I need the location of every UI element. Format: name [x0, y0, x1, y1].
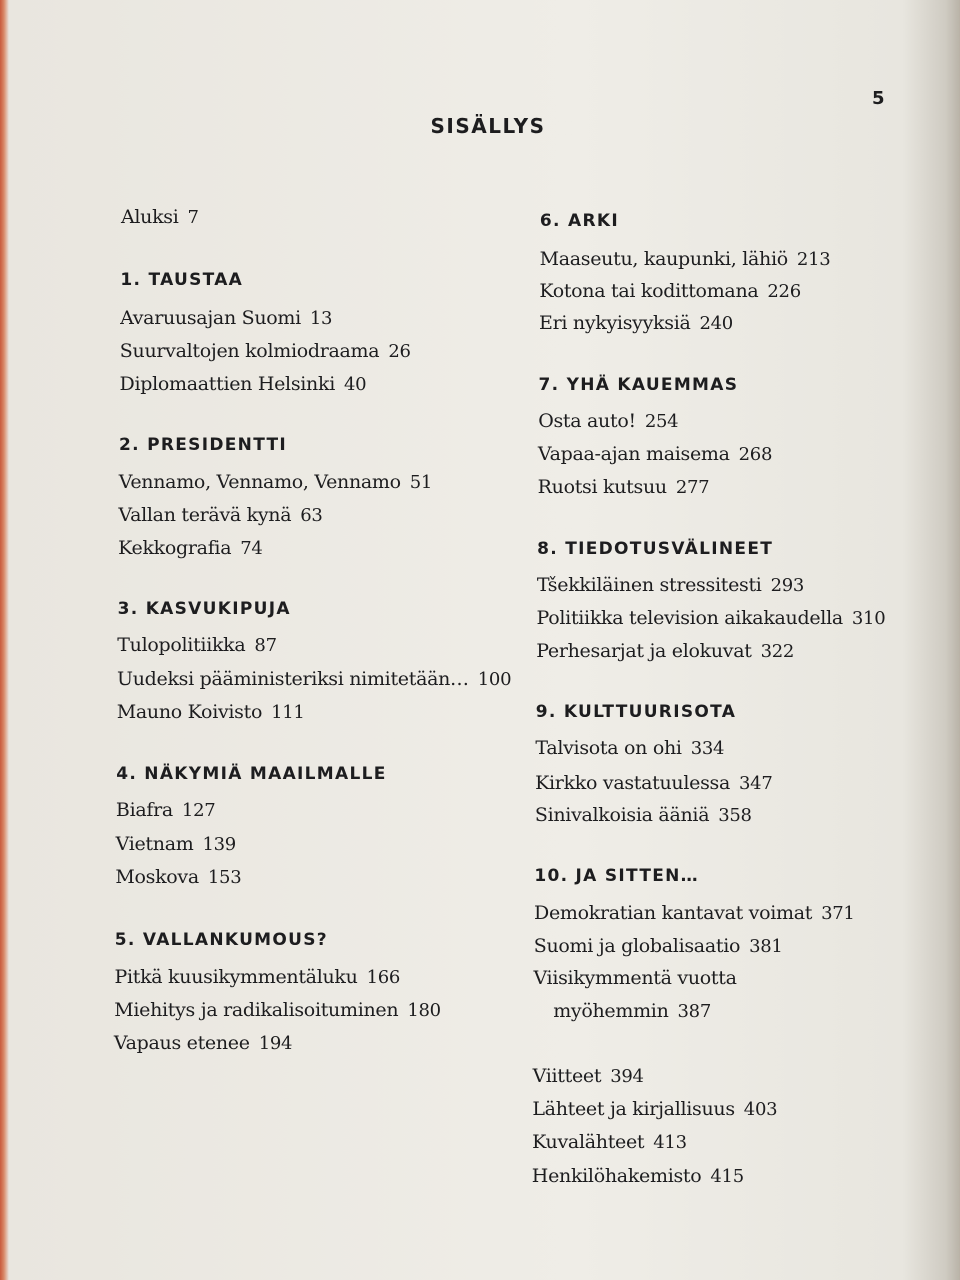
toc-entry: [539, 312, 733, 334]
toc-entry: [537, 607, 886, 629]
entry-title: Pitkä kuusikymmentäluku: [114, 966, 358, 988]
toc-entry: [114, 1032, 292, 1054]
page-number: 5: [872, 88, 885, 109]
entry-title: Vallan terävä kynä: [118, 504, 292, 526]
entry-title: myöhemmin: [553, 1000, 669, 1022]
entry-page-number: 387: [677, 1001, 711, 1022]
entry-title: Viitteet: [532, 1065, 602, 1087]
toc-entry: [116, 799, 215, 821]
entry-title: Miehitys ja radikalisoituminen: [114, 999, 399, 1021]
toc-entry: [117, 701, 305, 723]
entry-title: Uudeksi pääministeriksi nimitetään…: [117, 668, 469, 690]
entry-title: Mauno Koivisto: [116, 701, 263, 723]
entry-page-number: 194: [258, 1033, 293, 1054]
entry-title: Henkilöhakemisto: [531, 1165, 702, 1187]
section-heading: 4. NÄKYMIÄ MAAILMALLE: [116, 764, 387, 784]
section-heading: 10. JA SITTEN…: [534, 866, 699, 886]
toc-entry: [114, 966, 400, 988]
entry-page-number: 347: [739, 773, 773, 794]
entry-page-number: 26: [388, 341, 411, 362]
entry-title: Suurvaltojen kolmiodraama: [119, 340, 380, 362]
toc-entry: [538, 443, 772, 465]
toc-entry: [535, 804, 752, 826]
entry-title: Suomi ja globalisaatio: [533, 935, 741, 957]
entry-page-number: 358: [718, 805, 752, 826]
entry-page-number: 277: [675, 477, 710, 498]
entry-title: Kirkko vastatuulessa: [535, 772, 731, 794]
entry-title: Kotona tai kodittomana: [539, 280, 759, 302]
toc-entry: [533, 1065, 644, 1087]
toc-entry: [532, 1098, 777, 1120]
toc-entry: [533, 967, 736, 989]
entry-page-number: 100: [477, 669, 512, 690]
entry-title: Perhesarjat ja elokuvat: [536, 640, 752, 662]
toc-entry: [534, 935, 783, 957]
entry-page-number: 240: [699, 313, 733, 334]
toc-entry: [115, 866, 241, 888]
toc-entry: [534, 902, 855, 924]
section-heading: 3. KASVUKIPUJA: [117, 599, 291, 619]
entry-page-number: 87: [254, 635, 277, 656]
toc-entry: [117, 634, 276, 656]
toc-entry: [532, 1165, 744, 1187]
entry-page-number: 381: [749, 936, 783, 957]
section-heading: 1. TAUSTAA: [120, 270, 244, 290]
toc-entry: [120, 373, 367, 395]
entry-page-number: 371: [821, 903, 855, 924]
toc-entry: [120, 340, 411, 362]
toc-entry: [536, 640, 794, 662]
entry-title: Viisikymmentä vuotta: [533, 967, 737, 989]
entry-title: Moskova: [115, 866, 199, 888]
entry-page-number: 322: [760, 641, 795, 662]
entry-title: Kuvalähteet: [532, 1131, 645, 1153]
entry-page-number: 63: [300, 505, 323, 526]
entry-title: Maaseutu, kaupunki, lähiö: [539, 248, 788, 270]
entry-title: Vennamo, Vennamo, Vennamo: [118, 471, 401, 493]
entry-page-number: 213: [796, 249, 831, 270]
entry-title: Kekkografia: [118, 537, 232, 559]
entry-title: Vapaa-ajan maisema: [537, 443, 730, 465]
entry-page-number: 226: [767, 281, 801, 302]
toc-entry: [119, 471, 432, 493]
entry-title: Diplomaattien Helsinki: [119, 373, 335, 395]
entry-page-number: 394: [610, 1066, 644, 1087]
entry-page-number: 310: [851, 608, 886, 629]
section-heading: 7. YHÄ KAUEMMAS: [538, 375, 739, 395]
toc-entry: [537, 574, 804, 596]
entry-page-number: 415: [710, 1166, 744, 1187]
toc-entry: [117, 668, 511, 690]
toc-entry: [116, 833, 236, 855]
toc-entry: [535, 737, 724, 759]
toc-entry: [114, 999, 441, 1021]
section-heading: 9. KULTTUURISOTA: [535, 702, 737, 722]
entry-page-number: 127: [181, 800, 216, 821]
entry-title: Talvisota on ohi: [535, 737, 682, 759]
entry-title: Tulopolitiikka: [117, 634, 246, 656]
entry-title: Aluksi: [120, 206, 179, 228]
entry-page-number: 153: [207, 867, 242, 888]
toc-entry: [532, 1131, 687, 1153]
toc-entry: [540, 248, 831, 270]
entry-page-number: 166: [366, 967, 401, 988]
entry-title: Sinivalkoisia ääniä: [534, 804, 710, 826]
entry-title: Osta auto!: [538, 410, 636, 432]
section-heading: 5. VALLANKUMOUS?: [114, 930, 328, 950]
entry-page-number: 13: [309, 308, 333, 329]
entry-page-number: 180: [407, 1000, 441, 1021]
entry-page-number: 413: [653, 1132, 687, 1153]
entry-page-number: 111: [271, 702, 305, 723]
section-heading: 2. PRESIDENTTI: [119, 435, 287, 455]
section-heading: 8. TIEDOTUSVÄLINEET: [537, 539, 774, 559]
entry-page-number: 40: [344, 374, 367, 395]
toc-entry: [535, 772, 772, 794]
entry-title: Vapaus etenee: [113, 1032, 250, 1054]
entry-page-number: 7: [187, 207, 199, 228]
toc-entry: [539, 280, 801, 302]
entry-title: Vietnam: [115, 833, 194, 855]
toc-entry: [118, 537, 262, 559]
entry-title: Ruotsi kutsuu: [537, 476, 667, 498]
page-title: SISÄLLYS: [430, 114, 546, 138]
entry-title: Avaruusajan Suomi: [120, 307, 301, 329]
toc-entry: [538, 410, 678, 432]
section-heading: 6. ARKI: [539, 211, 619, 231]
entry-title: Demokratian kantavat voimat: [534, 902, 813, 924]
toc-entry: [121, 206, 199, 228]
entry-page-number: 74: [240, 538, 263, 559]
entry-page-number: 51: [409, 472, 433, 493]
entry-page-number: 334: [690, 738, 725, 759]
entry-page-number: 293: [770, 575, 805, 596]
entry-page-number: 139: [202, 834, 236, 855]
toc-entry: [120, 307, 332, 329]
toc-entry: [538, 476, 710, 498]
entry-page-number: 254: [644, 411, 679, 432]
entry-title: Tšekkiläinen stressitesti: [536, 574, 762, 596]
entry-title: Politiikka television aikakaudella: [536, 607, 843, 629]
entry-page-number: 403: [743, 1099, 778, 1120]
entry-title: Biafra: [115, 799, 173, 821]
toc-entry: [118, 504, 322, 526]
entry-title: Eri nykyisyyksiä: [539, 312, 691, 334]
entry-page-number: 268: [738, 444, 773, 465]
entry-title: Lähteet ja kirjallisuus: [532, 1098, 735, 1120]
toc-entry: [553, 1000, 711, 1022]
